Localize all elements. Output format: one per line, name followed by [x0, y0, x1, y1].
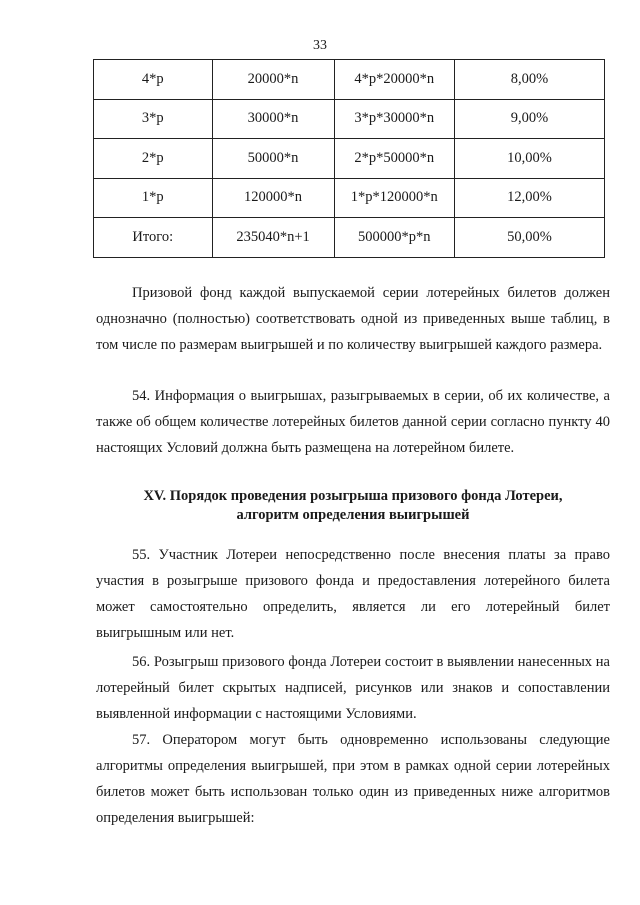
table-total-row [94, 218, 605, 258]
table-cell: 20000*n [212, 60, 334, 100]
table-cell: 50000*n [212, 139, 334, 179]
page-number: 33 [313, 38, 327, 53]
table-cell: 1*p [94, 178, 213, 218]
section-heading-line: XV. Порядок проведения розыгрыша призового фонда Лотереи, [143, 488, 563, 504]
table-row [94, 178, 605, 218]
table-cell: 4*p*20000*n [334, 60, 454, 100]
table-cell: 3*p*30000*n [334, 99, 454, 139]
table-row [94, 139, 605, 179]
paragraph-54 [96, 383, 610, 461]
section-heading [96, 487, 610, 525]
prize-table [93, 59, 605, 258]
table-cell: 500000*p*n [334, 218, 454, 258]
table-row [94, 99, 605, 139]
table-cell: 1*p*120000*n [334, 178, 454, 218]
paragraph-56 [96, 649, 610, 727]
table-cell: 2*p [94, 139, 213, 179]
paragraph-57 [96, 727, 610, 831]
paragraph-prize-fund [96, 280, 610, 358]
table-cell: 3*p [94, 99, 213, 139]
paragraph-55 [96, 542, 610, 646]
table-cell: Итого: [94, 218, 213, 258]
table-cell: 235040*n+1 [212, 218, 334, 258]
paragraph-text: 54. Информация о выигрышах, разыгрываемых в серии, об их количестве, а также об общем количестве лотерейных билетов данной серии согласно пункту 40 настоящих Условий должна быть размещена на лотерейном билете. [96, 388, 610, 456]
paragraph-text: 57. Оператором могут быть одновременно использованы следующие алгоритмы определения выигрышей, при этом в рамках одной серии лотерейных билетов может быть использован только один из приведенных ниже алгоритмов определения выигрышей: [96, 732, 610, 826]
table-cell: 120000*n [212, 178, 334, 218]
paragraph-text: 56. Розыгрыш призового фонда Лотереи состоит в выявлении нанесенных на лотерейный билет скрытых надписей, рисунков или знаков и сопоставлении выявленной информации с настоящими Условиями. [96, 654, 610, 722]
table-cell: 8,00% [454, 60, 604, 100]
paragraph-text: Призовой фонд каждой выпускаемой серии лотерейных билетов должен однозначно (полностью) соответствовать одной из приведенных выше таблиц, в том числе по размерам выигрышей и по количеству выигрышей каждого размера. [96, 285, 610, 353]
table-cell: 12,00% [454, 178, 604, 218]
paragraph-text: 55. Участник Лотереи непосредственно после внесения платы за право участия в розыгрыше призового фонда и предоставления лотерейного билета может самостоятельно определить, является ли его лотерейный билет выигрышным или нет. [96, 547, 610, 641]
table-cell: 30000*n [212, 99, 334, 139]
table-cell: 9,00% [454, 99, 604, 139]
table-cell: 50,00% [454, 218, 604, 258]
table-cell: 2*p*50000*n [334, 139, 454, 179]
section-heading-line: алгоритм определения выигрышей [236, 507, 470, 523]
table-cell: 10,00% [454, 139, 604, 179]
table-cell: 4*p [94, 60, 213, 100]
table-row [94, 60, 605, 100]
